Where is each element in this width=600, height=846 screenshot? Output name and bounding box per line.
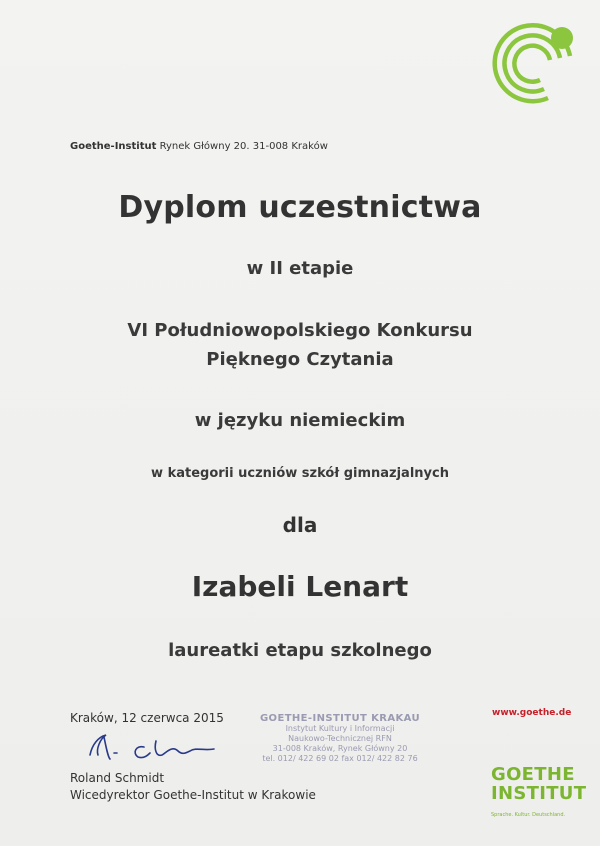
goethe-wordmark xyxy=(491,765,586,803)
place-date: Kraków, 12 czerwca 2015 xyxy=(70,711,224,725)
recipient-role: laureatki etapu szkolnego xyxy=(168,640,432,661)
stamp-line-5: tel. 012/ 422 69 02 fax 012/ 422 82 76 xyxy=(262,754,418,763)
wordmark-line-2: INSTITUT xyxy=(491,783,587,804)
wordmark-line-1: GOETHE xyxy=(491,764,575,785)
issuer-line xyxy=(70,141,328,152)
stamp-line-3: Naukowo-Technicznej RFN xyxy=(288,734,392,743)
issuer-address: Rynek Główny 20. 31-008 Kraków xyxy=(159,141,328,152)
signer-block xyxy=(70,770,316,804)
signer-name: Roland Schmidt xyxy=(70,771,165,785)
brand-claim: Sprache. Kultur. Deutschland. xyxy=(491,812,566,818)
contest-line-1: VI Południowopolskiego Konkursu xyxy=(127,320,473,341)
recipient-name: Izabeli Lenart xyxy=(191,570,409,603)
category-line: w kategorii uczniów szkół gimnazjalnych xyxy=(151,466,449,481)
language-line: w języku niemieckim xyxy=(194,410,406,431)
stamp-line-1: GOETHE-INSTITUT KRAKAU xyxy=(259,713,421,724)
contest-line-2: Pięknego Czytania xyxy=(206,349,394,370)
signer-title: Wicedyrektor Goethe-Institut w Krakowie xyxy=(70,788,316,802)
for-line: dla xyxy=(282,513,318,537)
diploma-title: Dyplom uczestnictwa xyxy=(118,190,482,225)
stamp-line-4: 31-008 Kraków, Rynek Główny 20 xyxy=(272,744,408,753)
stage-line: w II etapie xyxy=(246,258,354,279)
contest-name xyxy=(0,316,600,374)
signature-image xyxy=(86,725,236,769)
goethe-logo-icon xyxy=(490,22,582,108)
website-link[interactable]: www.goethe.de xyxy=(492,708,572,718)
stamp-line-2: Instytut Kultury i Informacji xyxy=(285,724,395,733)
institution-stamp xyxy=(250,713,430,764)
issuer-name: Goethe-Institut xyxy=(70,141,157,152)
